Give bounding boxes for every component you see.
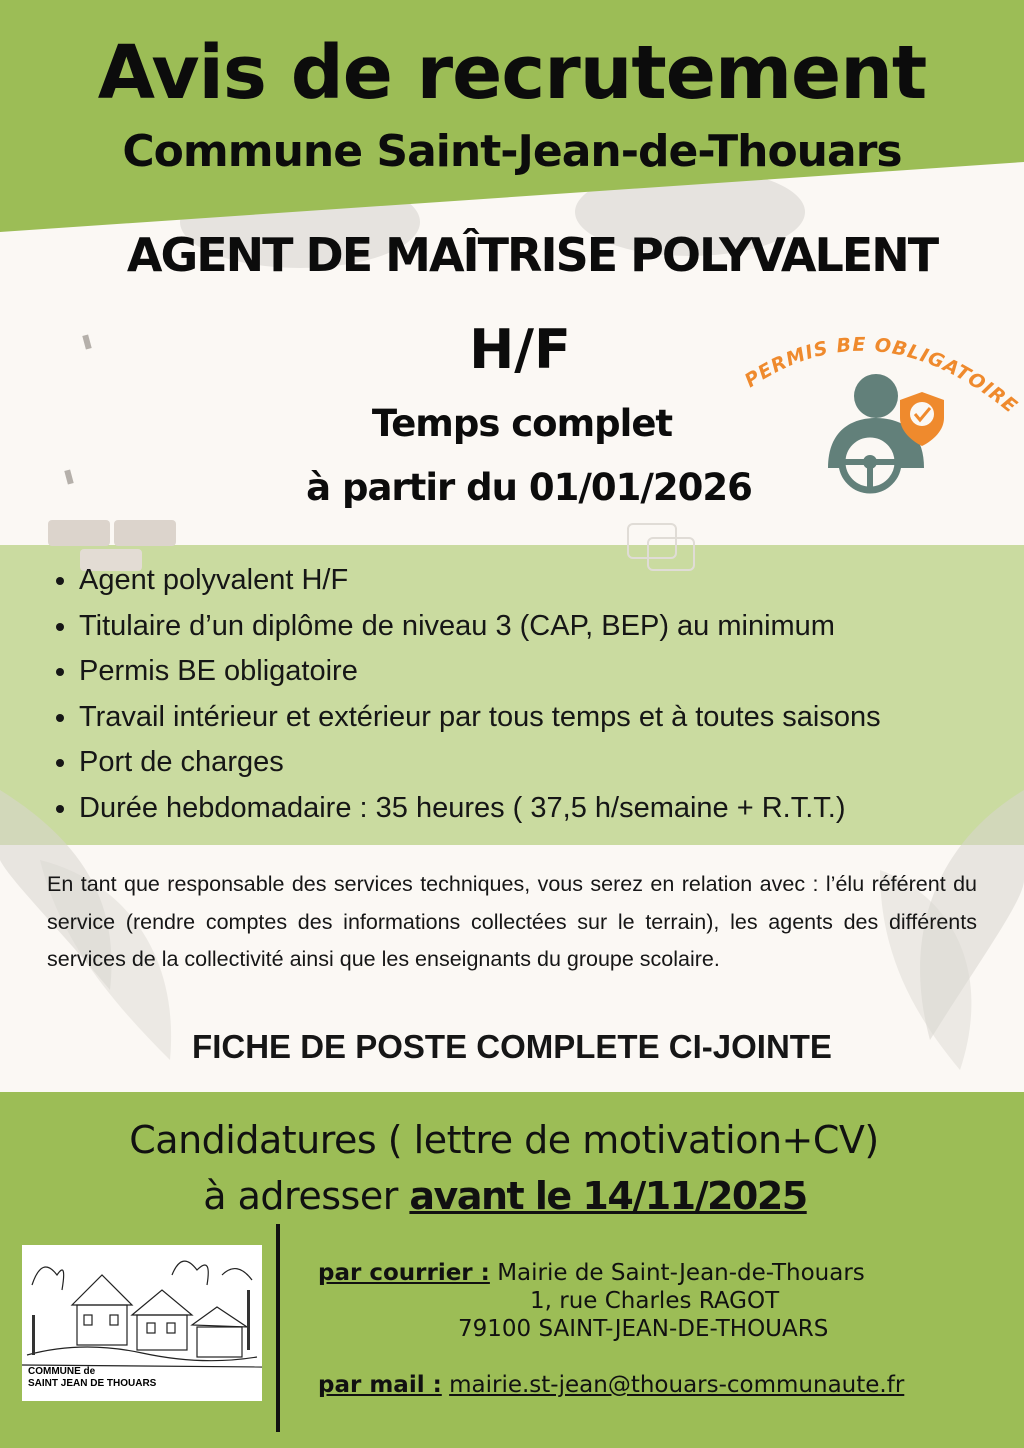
start-date: à partir du 01/01/2026 — [306, 466, 752, 509]
logo-caption-line1: COMMUNE de — [28, 1366, 96, 1377]
fiche-note: FICHE DE POSTE COMPLETE CI-JOINTE — [192, 1028, 832, 1065]
badge-curved-label: PERMIS BE OBLIGATOIRE — [740, 333, 1022, 418]
deadline-prefix: à adresser — [203, 1174, 410, 1218]
requirement-item: • Port de charges — [79, 742, 1024, 788]
logo-caption — [28, 1366, 156, 1390]
contact-divider — [276, 1224, 280, 1432]
requirement-item: • Permis BE obligatoire — [79, 651, 1024, 697]
postal-line1: Mairie de Saint-Jean-de-Thouars — [497, 1260, 865, 1286]
postal-line2: 1, rue Charles RAGOT — [530, 1288, 780, 1314]
poster-title: Avis de recrutement — [97, 30, 927, 116]
job-gender: H/F — [469, 318, 571, 381]
job-title: AGENT DE MAÎTRISE POLYVALENT — [126, 228, 938, 282]
work-time: Temps complet — [371, 402, 673, 445]
requirement-item: • Agent polyvalent H/F — [79, 560, 1024, 606]
requirement-item: • Titulaire d’un diplôme de niveau 3 (CAP, BEP) au minimum — [79, 606, 1024, 652]
email-label: par mail : — [318, 1372, 442, 1398]
email-link[interactable]: mairie.st-jean@thouars-communaute.fr — [449, 1372, 905, 1398]
requirement-item: • Travail intérieur et extérieur par tous temps et à toutes saisons — [79, 697, 1024, 743]
requirements-list — [48, 560, 1024, 833]
logo-caption-line2: SAINT JEAN DE THOUARS — [28, 1378, 157, 1389]
postal-contact — [318, 1259, 865, 1288]
requirement-item: • Durée hebdomadaire : 35 heures ( 37,5 h/semaine + R.T.T.) — [79, 788, 1024, 834]
postal-line3: 79100 SAINT-JEAN-DE-THOUARS — [458, 1316, 829, 1342]
application-deadline-line — [0, 1174, 1010, 1218]
email-contact — [318, 1372, 904, 1398]
job-description: En tant que responsable des services techniques, vous serez en relation avec : l’élu référent du service (rendre comptes des informations collectées sur le terrain), les agents des différents services de la collectivité ainsi que les enseignants du groupe scolaire. — [47, 872, 977, 971]
commune-name: Commune Saint-Jean-de-Thouars — [122, 126, 902, 177]
application-heading: Candidatures ( lettre de motivation+CV) — [129, 1118, 879, 1162]
postal-label: par courrier : — [318, 1260, 490, 1286]
deadline-date: avant le 14/11/2025 — [409, 1174, 807, 1218]
